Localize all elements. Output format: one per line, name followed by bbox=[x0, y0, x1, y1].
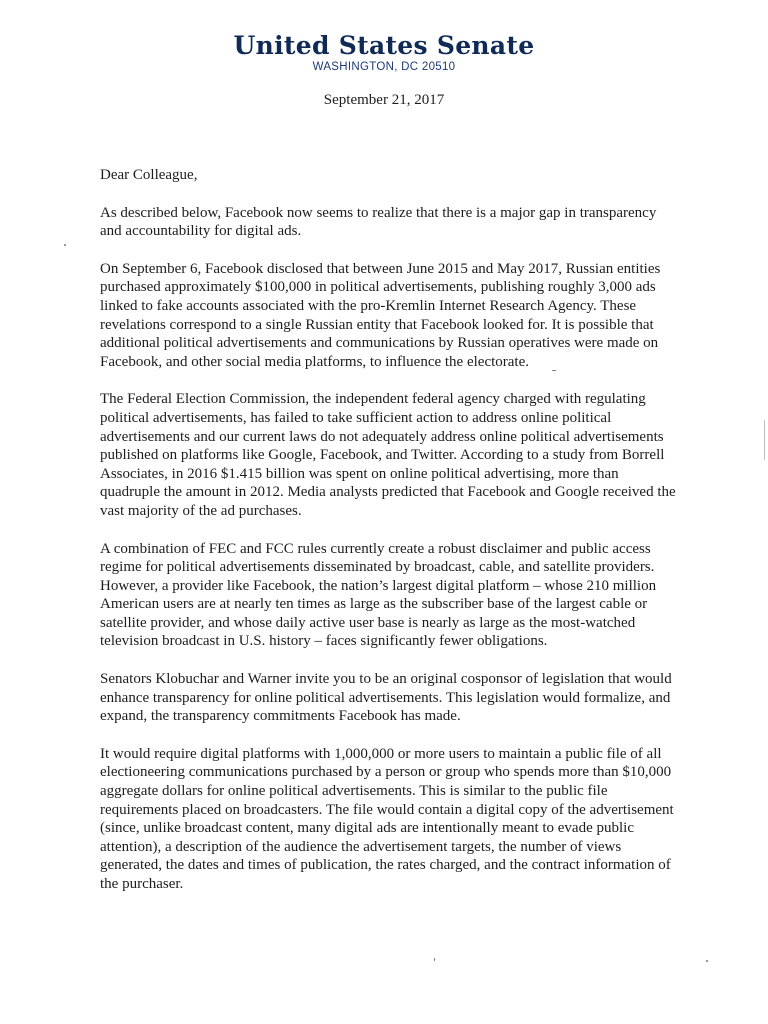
paragraph-fec: The Federal Election Commission, the independent federal agency charged with regulating political advertisements, has failed to take sufficient action to address online political advertisements and our current laws do not adequately address online political advertisements published on platforms like Google, Facebook, and Twitter. According to a study from Borrell Associates, in 2016 $1.415 billion was spent on online political advertising, more than quadruple the amount in 2012. Media analysts predicted that Facebook and Google received the vast majority of the ad purchases. bbox=[100, 391, 676, 519]
letterhead bbox=[0, 32, 768, 73]
paragraph-facebook-disclosure: On September 6, Facebook disclosed that between June 2015 and May 2017, Russian entities purchased approximately $100,000 in political advertisements, publishing roughly 3,000 ads linked to fake accounts associated with the pro-Kremlin Internet Research Agency. These revelations correspond to a single Russian entity that Facebook looked for. It is possible that additional political advertisements and communications by Russian operatives were made on Facebook, and other social media platforms, to influence the electorate. bbox=[100, 260, 661, 370]
letter-body bbox=[100, 166, 678, 913]
paragraph-fec-fcc-rules: A combination of FEC and FCC rules currently create a robust disclaimer and public access regime for political advertisements disseminated by broadcast, cable, and satellite providers. However, a provider like Facebook, the nation’s largest digital platform – whose 210 million American users are at nearly ten times as large as the subscriber base of the largest cable or satellite provider, and whose daily active user base is nearly as large as the most-watched television broadcast in U.S. history – faces significantly fewer obligations. bbox=[100, 540, 657, 650]
scan-speck bbox=[552, 370, 556, 371]
letter-date: September 21, 2017 bbox=[323, 92, 445, 108]
scan-speck bbox=[434, 958, 435, 961]
scan-speck bbox=[706, 960, 708, 962]
letterhead-title: United States Senate bbox=[233, 31, 535, 60]
scan-speck bbox=[64, 244, 66, 246]
paragraph-intro: As described below, Facebook now seems to realize that there is a major gap in transparency and accountability for digital ads. bbox=[100, 204, 657, 240]
letterhead-address: WASHINGTON, DC 20510 bbox=[312, 61, 456, 73]
paragraph-invitation: Senators Klobuchar and Warner invite you to be an original cosponsor of legislation that would enhance transparency for online political advertisements. This legislation would formalize, and expand, the transparency commitments Facebook has made. bbox=[100, 671, 672, 725]
scan-speck bbox=[764, 420, 765, 460]
salutation: Dear Colleague, bbox=[100, 167, 198, 183]
paragraph-requirements: It would require digital platforms with 1,000,000 or more users to maintain a public file of all electioneering communications purchased by a person or group who spends more than $10,000 aggregate dollars for online political advertisements. This is similar to the public file requirements placed on broadcasters. The file would contain a digital copy of the advertisement (since, unlike broadcast content, many digital ads are intentionally meant to evade public attention), a description of the audience the advertisement targets, the number of views generated, the dates and times of publication, the rates charged, and the contract information of the purchaser. bbox=[100, 745, 674, 892]
